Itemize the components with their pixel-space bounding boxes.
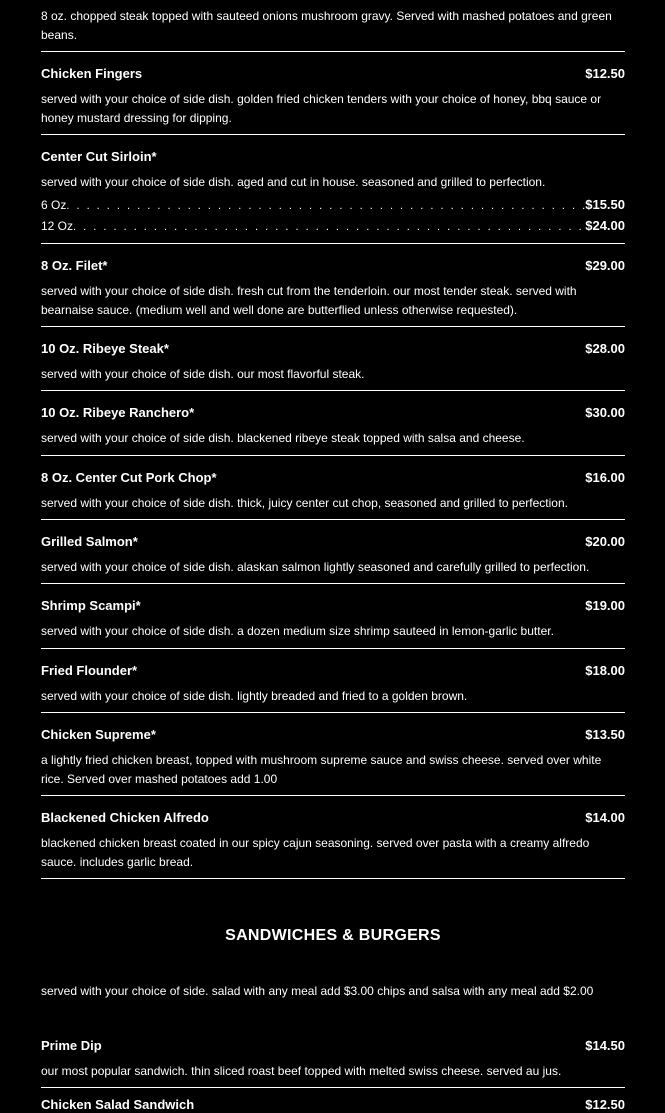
item-description: served with your choice of side dish. a dozen medium size shrimp sauteed in lemon-garlic butter.	[41, 624, 554, 638]
item-price: $12.50	[585, 66, 625, 81]
menu-item	[41, 534, 625, 577]
item-description: served with your choice of side dish. golden fried chicken tenders with your choice of honey, bbq sauce or honey mustard dressing for dipping.	[41, 92, 602, 125]
size-option	[41, 216, 625, 237]
menu-item	[41, 405, 625, 448]
menu-item	[41, 66, 625, 127]
menu-item	[41, 598, 625, 641]
menu-item	[41, 149, 625, 237]
item-price: $14.00	[585, 810, 625, 825]
divider	[41, 455, 625, 456]
item-name: Blackened Chicken Alfredo	[41, 810, 209, 825]
option-label: 12 Oz	[41, 218, 74, 233]
item-description: a lightly fried chicken breast, topped with mushroom supreme sauce and swiss cheese. served over white rice. Served over mashed potatoes add 1.00	[41, 753, 602, 786]
item-description: served with your choice of side dish. lightly breaded and fried to a golden brown.	[41, 689, 468, 703]
item-price: $12.50	[585, 1097, 625, 1112]
divider	[41, 326, 625, 327]
item-description: served with your choice of side dish. thick, juicy center cut chop, seasoned and grilled to perfection.	[41, 496, 568, 510]
divider	[41, 1087, 625, 1088]
item-description: served with your choice of side dish. blackened ribeye steak topped with salsa and cheese.	[41, 431, 525, 445]
item-name: Chicken Supreme*	[41, 727, 156, 742]
menu-item	[41, 470, 625, 513]
divider	[41, 390, 625, 391]
divider	[41, 648, 625, 649]
item-name: Shrimp Scampi*	[41, 598, 141, 613]
item-name: Prime Dip	[41, 1038, 102, 1053]
item-name: Center Cut Sirloin*	[41, 149, 157, 164]
item-name: 8 Oz. Filet*	[41, 258, 108, 273]
section-title: SANDWICHES & BURGERS	[225, 927, 441, 944]
item-name: 10 Oz. Ribeye Steak*	[41, 341, 169, 356]
item-description: blackened chicken breast coated in our spicy cajun seasoning. served over pasta with a creamy alfredo sauce. includes garlic bread.	[41, 836, 590, 869]
option-label: 6 Oz	[41, 197, 67, 212]
divider	[41, 51, 625, 52]
option-price: $15.50	[585, 196, 625, 212]
item-name: Chicken Salad Sandwich	[41, 1097, 195, 1112]
item-name: Grilled Salmon*	[41, 534, 138, 549]
menu-item	[41, 1038, 625, 1081]
menu-item	[41, 663, 625, 706]
item-description: served with your choice of side dish. aged and cut in house. seasoned and grilled to perfection.	[41, 175, 546, 189]
item-description: served with your choice of side dish. alaskan salmon lightly seasoned and carefully grilled to perfection.	[41, 560, 590, 574]
size-option	[41, 195, 625, 216]
divider	[41, 583, 625, 584]
menu-item	[41, 258, 625, 319]
item-description: served with your choice of side dish. fresh cut from the tenderloin. our most tender steak. served with bearnaise sauce. (medium well and well done are butterflied unless otherwise requested).	[41, 284, 577, 317]
item-price: $16.00	[585, 470, 625, 485]
section-note: served with your choice of side. salad with any meal add $3.00 chips and salsa with any meal add $2.00	[41, 984, 594, 998]
item-price: $14.50	[585, 1038, 625, 1053]
item-description: served with your choice of side dish. our most flavorful steak.	[41, 367, 365, 381]
item-price: $28.00	[585, 341, 625, 356]
item-name: Fried Flounder*	[41, 663, 138, 678]
item-price: $30.00	[585, 405, 625, 420]
divider	[41, 712, 625, 713]
menu-item	[41, 727, 625, 788]
item-price: $18.00	[585, 663, 625, 678]
item-price: $19.00	[585, 598, 625, 613]
item-name: 10 Oz. Ribeye Ranchero*	[41, 405, 195, 420]
dot-leader	[66, 197, 585, 216]
item-description: 8 oz. chopped steak topped with sauteed onions mushroom gravy. Served with mashed potatoes and green beans.	[41, 9, 612, 42]
divider	[41, 134, 625, 135]
item-price: $13.50	[585, 727, 625, 742]
menu-item	[41, 1097, 625, 1113]
menu-item	[41, 341, 625, 384]
item-price: $29.00	[585, 258, 625, 273]
option-price: $24.00	[585, 217, 625, 233]
divider	[41, 878, 625, 879]
item-name: 8 Oz. Center Cut Pork Chop*	[41, 470, 217, 485]
divider	[41, 795, 625, 796]
divider	[41, 243, 625, 244]
divider	[41, 519, 625, 520]
item-description: our most popular sandwich. thin sliced roast beef topped with melted swiss cheese. served au jus.	[41, 1064, 562, 1078]
menu-item	[41, 810, 625, 871]
item-price: $20.00	[585, 534, 625, 549]
item-name: Chicken Fingers	[41, 66, 143, 81]
dot-leader	[73, 218, 585, 237]
